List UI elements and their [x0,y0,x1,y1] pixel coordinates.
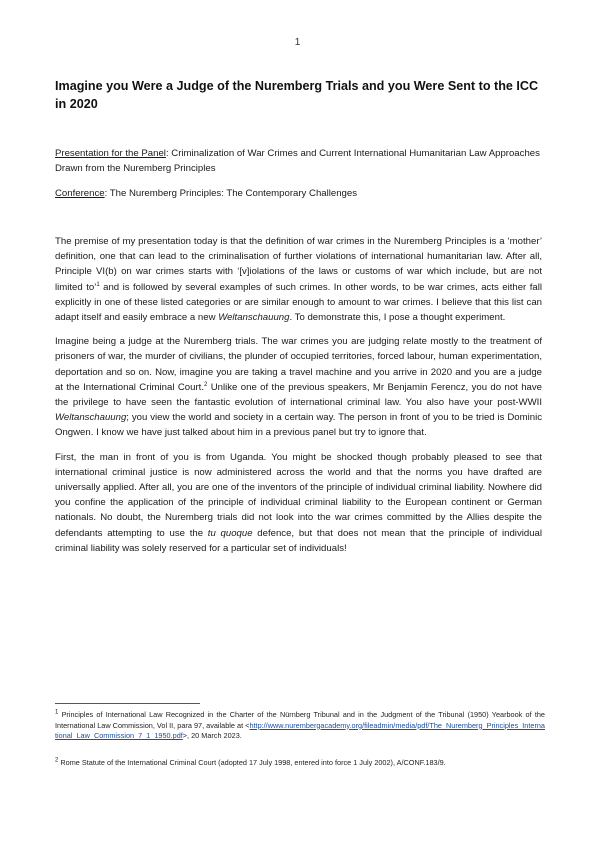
presentation-label: Presentation for the Panel [55,148,166,159]
footnote-1-text: Principles of International Law Recognized in the Charter of the Nürnberg Tribunal and in the Judgment of the Tribunal (1950) Yearbook of the International Law Commission, Vol II, para 97, available at < [55,710,545,730]
paragraph-2-text-b: Unlike one of the previous speakers, Mr Benjamin Ferencz, you do not have the privilege to have seen the fantastic evolution of international criminal law. You also have your post-WWII [55,381,543,409]
paragraph-3 [55,450,542,556]
page-number: 1 [294,37,301,48]
footnote-2 [55,758,545,769]
footnote-separator [55,703,200,704]
footnote-2-number: 2 [55,757,59,764]
footnote-1-date: >, 20 March 2023. [182,731,242,741]
paragraph-1 [55,234,542,325]
conference-line [55,186,545,201]
conference-text: : The Nuremberg Principles: The Contemporary Challenges [104,188,358,199]
paragraph-1-text-b: and is followed by several examples of such crimes. In other words, to be war crimes, acts either fall explicitly in one of these listed categories or are similar enough to amount to war crimes. I believe that this list can adapt itself and easily embrace a new [55,281,542,324]
footnote-2-text: Rome Statute of the International Criminal Court (adopted 17 July 1998, entered into force 1 July 2002), A/CONF.183/9. [58,758,446,767]
paragraph-2-text-c: ; you view the world and society in a certain way. The person in front of you to be tried is Dominic Ongwen. I know we have just talked about him in a previous panel but try to ignore that. [55,412,542,439]
paragraph-3-text-b: defence, but that does not mean that the principle of individual criminal liability was solely reserved for a particular set of individuals! [55,527,543,554]
paragraph-2-italic: Weltanschauung [55,412,127,424]
paragraph-1-text-c: . To demonstrate this, I pose a thought experiment. [289,312,506,324]
paragraph-2-text-a: Imagine being a judge at the Nuremberg trials. The war crimes you are judging relate mostly to the treatment of prisoners of war, the murder of civilians, the plunder of occupied territories, forced labour, human experimentation, deportation and so on. Now, imagine you are taking a travel machine and you arrive in 2020 and you are a judge at the International Criminal Court. [55,336,542,393]
footnote-1 [55,710,545,742]
presentation-line [55,146,545,176]
paragraph-3-text-a: First, the man in front of you is from Uganda. You might be shocked though probably pleased to see that international criminal justice is now administered across the world and that the norms you have drafted are universally applied. After all, you are one of the inventors of the principle of individual criminal liability. Nowhere did you confine the application of the principle of individual criminal liability to the European continent or German nationals. No doubt, the Nuremberg trials did not look into the war crimes committed by the Allies despite the defendants attempting to use the [55,451,542,539]
paragraph-2 [55,334,542,440]
presentation-text: : Criminalization of War Crimes and Current International Humanitarian Law Approaches Drawn from the Nuremberg Principles [55,148,540,174]
footnote-1-link[interactable]: http://www.nurembergacademy.org/fileadmin/media/pdf/The_Nuremberg_Principles_International_Law_Commission_7_1_1950.pdf [55,720,545,741]
footnote-1-number: 1 [55,709,59,716]
footnote-ref-2[interactable]: 2 [204,381,208,388]
document-title: Imagine you Were a Judge of the Nuremberg Trials and you Were Sent to the ICC in 2020 [55,79,539,111]
paragraph-1-italic: Weltanschauung [218,312,290,324]
footnote-ref-1[interactable]: 1 [96,281,100,288]
paragraph-1-text-a: The premise of my presentation today is that the definition of war crimes in the Nuremberg Principles is a ‘mother’ definition, one that can lead to the criminalisation of further violations of international humanitarian law. After all, Principle VI(b) on war crimes starts with ‘[v]iolations of the laws or customs of war which include, but are not limited to’ [55,236,542,293]
conference-label: Conference [55,188,105,199]
paragraph-3-italic: tu quoque [207,527,253,539]
body-text [55,234,542,565]
